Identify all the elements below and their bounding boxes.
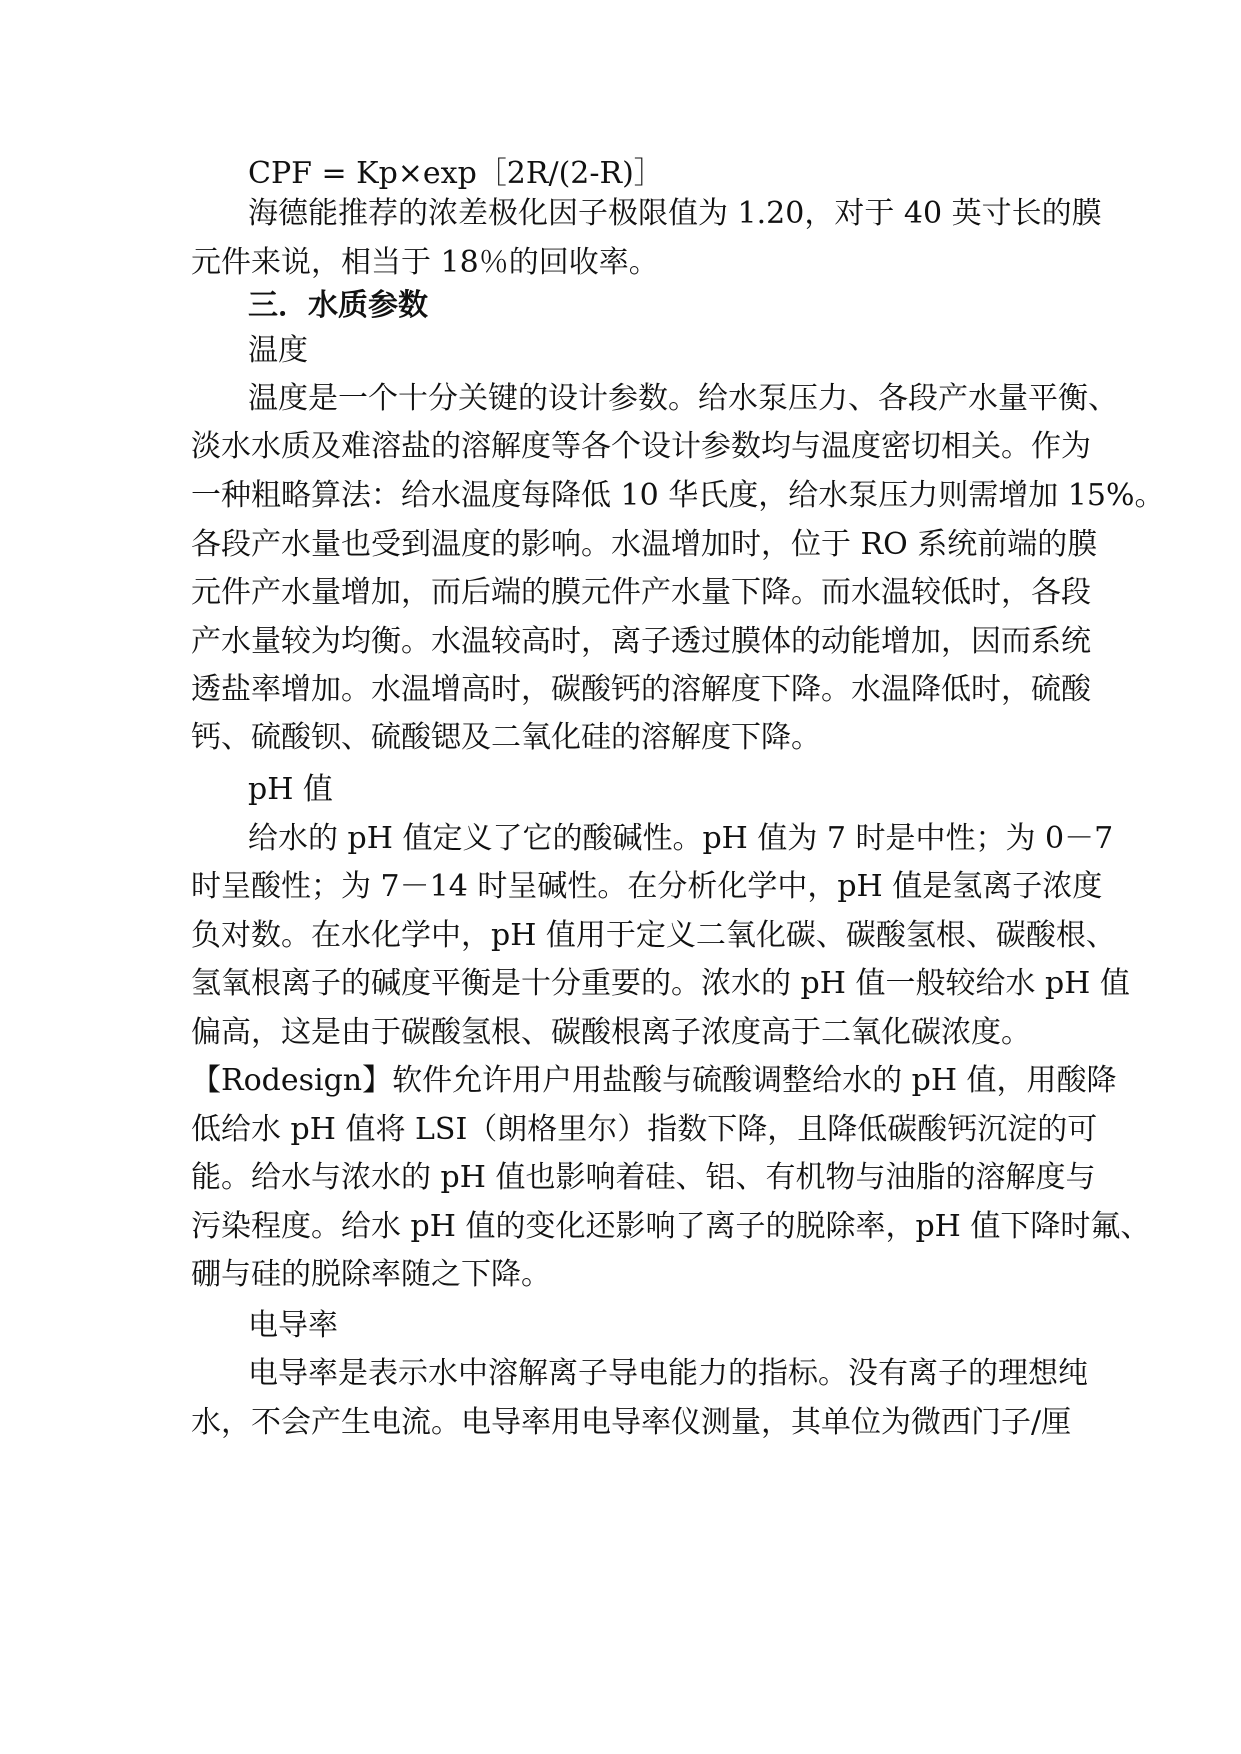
paragraph-line: 能。给水与浓水的 pH 值也影响着硅、铝、有机物与油脂的溶解度与 <box>191 1160 1096 1195</box>
paragraph-line: 给水的 pH 值定义了它的酸碱性。pH 值为 7 时是中性；为 0－7 <box>248 821 1114 856</box>
paragraph-line: 时呈酸性；为 7－14 时呈碱性。在分析化学中，pH 值是氢离子浓度 <box>191 869 1103 904</box>
paragraph-line: 温度是一个十分关键的设计参数。给水泵压力、各段产水量平衡、 <box>248 381 1118 416</box>
paragraph-line: 污染程度。给水 pH 值的变化还影响了离子的脱除率，pH 值下降时氟、 <box>191 1209 1151 1244</box>
section-heading: 三．水质参数 <box>248 288 428 323</box>
paragraph-line: 一种粗略算法：给水温度每降低 10 华氏度，给水泵压力则需增加 15%。 <box>191 478 1165 513</box>
paragraph-line: 偏高，这是由于碳酸氢根、碳酸根离子浓度高于二氧化碳浓度。 <box>191 1015 1031 1050</box>
paragraph-line: 氢氧根离子的碱度平衡是十分重要的。浓水的 pH 值一般较给水 pH 值 <box>191 966 1130 1001</box>
paragraph-line: 水，不会产生电流。电导率用电导率仪测量，其单位为微西门子/厘 <box>191 1405 1072 1440</box>
paragraph-line: 电导率是表示水中溶解离子导电能力的指标。没有离子的理想纯 <box>248 1356 1088 1391</box>
paragraph-line: 透盐率增加。水温增高时，碳酸钙的溶解度下降。水温降低时，硫酸 <box>191 672 1091 707</box>
paragraph-line: 钙、硫酸钡、硫酸锶及二氧化硅的溶解度下降。 <box>191 720 821 755</box>
formula-line: CPF = Kp×exp［2R/(2-R)］ <box>248 156 664 191</box>
paragraph-line: 产水量较为均衡。水温较高时，离子透过膜体的动能增加，因而系统 <box>191 624 1091 659</box>
paragraph-line: 低给水 pH 值将 LSI（朗格里尔）指数下降，且降低碳酸钙沉淀的可 <box>191 1112 1098 1147</box>
paragraph-line: 负对数。在水化学中，pH 值用于定义二氧化碳、碳酸氢根、碳酸根、 <box>191 918 1116 953</box>
paragraph-line: 【Rodesign】软件允许用户用盐酸与硫酸调整给水的 pH 值，用酸降 <box>191 1063 1117 1098</box>
paragraph-line: 硼与硅的脱除率随之下降。 <box>191 1257 551 1292</box>
paragraph-line: 元件产水量增加，而后端的膜元件产水量下降。而水温较低时，各段 <box>191 575 1091 610</box>
paragraph-line: 海德能推荐的浓差极化因子极限值为 1.20，对于 40 英寸长的膜 <box>248 196 1102 231</box>
paragraph-line: 淡水水质及难溶盐的溶解度等各个设计参数均与温度密切相关。作为 <box>191 429 1091 464</box>
paragraph-line: 各段产水量也受到温度的影响。水温增加时，位于 RO 系统前端的膜 <box>191 527 1098 562</box>
subheading-conductivity: 电导率 <box>248 1308 338 1343</box>
paragraph-line: 元件来说，相当于 18％的回收率。 <box>191 245 659 280</box>
subheading-temperature: 温度 <box>248 333 308 368</box>
subheading-ph: pH 值 <box>248 772 333 807</box>
